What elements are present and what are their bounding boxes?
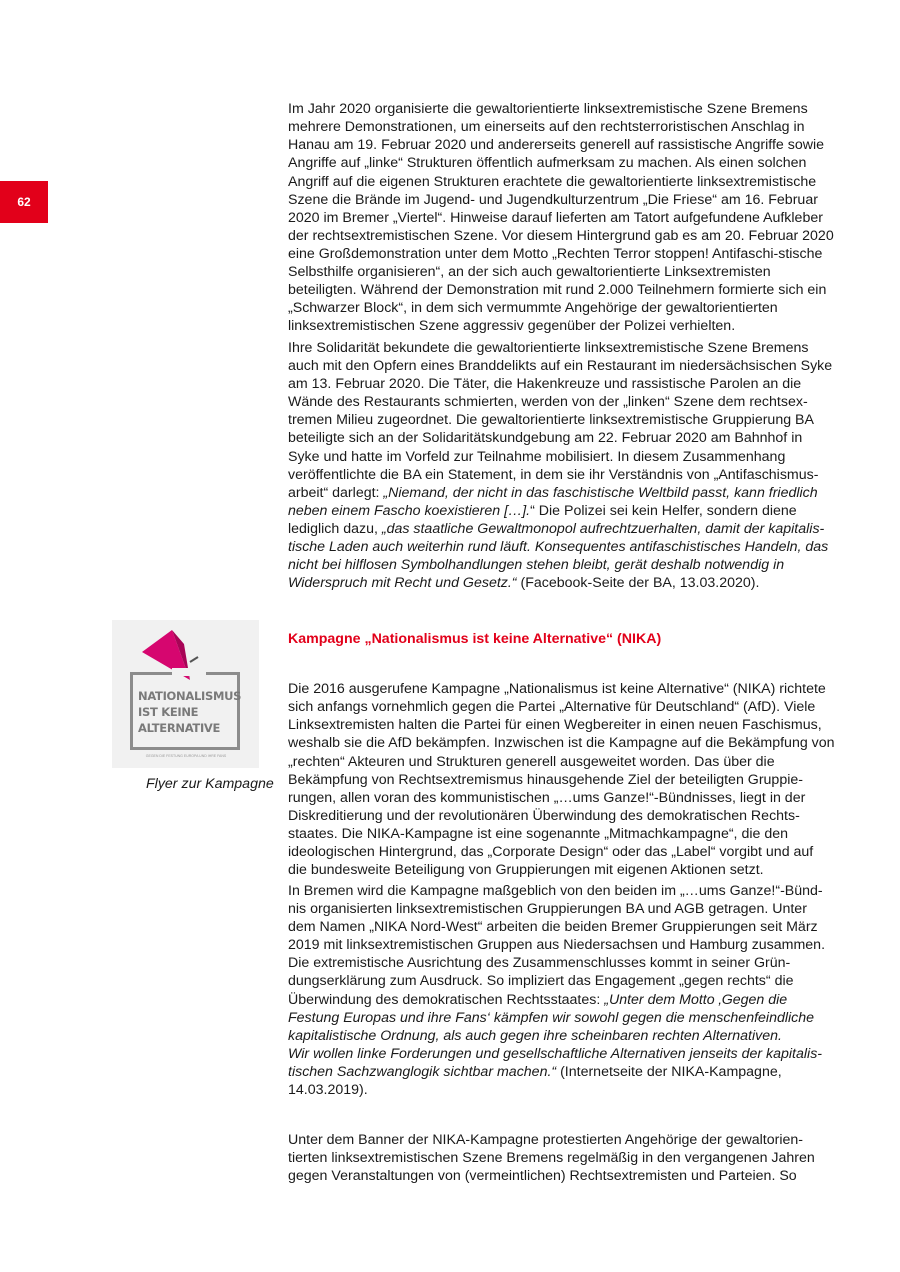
paragraph-1 — [288, 86, 836, 350]
paragraph-2-text-b: “ Die Polizei sei kein Helfer, sondern diene lediglich dazu, — [288, 502, 797, 537]
flyer-small-text: GEGEN DIE FESTUNG EUROPA UND IHRE FANS — [145, 754, 227, 758]
flyer-line-1: NATIONALISMUS — [138, 689, 242, 703]
quote-nika-1: „Unter dem Motto ‚Gegen die Festung Europas und ihre Fans‘ kämpfen wir sowohl gegen die menschenfeindliche kapitalistische Ordnung, als auch gegen ihre scheinbaren rechten Alternativen. — [288, 991, 815, 1044]
quote-ba-1: „Niemand, der nicht in das faschistische Weltbild passt, kann friedlich neben einem Fascho koexistieren […]. — [288, 484, 818, 519]
flyer-line-3: ALTERNATIVE — [138, 721, 221, 735]
paragraph-2-text-a: Ihre Solidarität bekundete die gewaltorientierte linksextremistische Szene Bremens auch mit den Opfern eines Branddelikts auf ein Restaurant im niedersächsischen Syke am 13. Februar 2020. Die Täter, die Hakenkreuze und rassistische Parolen an die Wände des Restaurants schmierten, werden von der „linken“ Szene dem rechtsex-tremen Milieu zugeordnet. Die gewaltorientierte linksextremistische Gruppierung BA beteiligte sich an der Solidaritätskundgebung am 22. Februar 2020 am Bahnhof in Syke und hatte im Vorfeld zur Teilnahme mobilisiert. In diesem Zusammenhang veröffentlichte die BA ein Statement, in dem sie ihr Verständnis von „Antifaschismus-arbeit“ darlegt: — [288, 340, 833, 501]
quote-nika-2: Wir wollen linke Forderungen und gesellschaftliche Alternativen jenseits der kapitalis-tischen Sachzwanglogik sichtbar machen.“ — [288, 1045, 823, 1080]
paragraph-4-source: (Internetseite der NIKA-Kampagne, 14.03.2019). — [288, 1063, 782, 1099]
paragraph-5-text: Unter dem Banner der NIKA-Kampagne protestierten Angehörige der gewaltorien-tierten linksextremistischen Szene Bremens regelmäßig in den vergangenen Jahren gegen Veranstaltungen von (vermeintlichen) Rechtsextremisten und Parteien. So — [288, 1132, 815, 1185]
paragraph-4-text: In Bremen wird die Kampagne maßgeblich von den beiden im „…ums Ganze!“-Bünd-nis organisierten linksextremistischen Gruppierungen BA und AGB getragen. Unter dem Namen „NIKA Nord-West“ arbeiten die beiden Bremer Gruppierungen seit März 2019 mit linksextremistischen Gruppen aus Niedersachsen und Hamburg zusammen. Die extremistische Ausrichtung des Zusammenschlusses kommt in seiner Grün-dungserklärung zum Ausdruck. So impliziert das Engagement „gegen rechts“ die Überwindung des demokratischen Rechtsstaates: — [288, 883, 826, 1008]
flyer-caption: Flyer zur Kampagne — [146, 776, 274, 792]
paragraph-1-text: Im Jahr 2020 organisierte die gewaltorientierte linksextremistische Szene Bremens mehrere Demonstrationen, um einerseits auf den rechtsterroristischen Anschlag in Hanau am 19. Februar 2020 und andererseits generell auf rassistische Angriffe sowie Angriffe auf „linke“ Strukturen öffentlich aufmerksam zu machen. Als einen solchen Angriff auf die eigenen Strukturen erachtete die gewaltorientierte linksextremistische Szene die Brände im Jugend- und Jugendkulturzentrum „Die Friese“ am 16. Februar 2020 im Bremer „Viertel“. Hinweise darauf lieferten am Tatort aufgefundene Aufkleber der rechtsextremistischen Szene. Vor diesem Hintergrund gab es am 20. Februar 2020 eine Großdemonstration unter dem Motto „Rechten Terror stoppen! Antifaschi-stische Selbsthilfe organisieren“, an der sich auch gewaltorientierte Linksextremisten beteiligten. Während der Demonstration mit rund 2.000 Teilnehmern formierte sich ein „Schwarzer Block“, in dem sich vermummte Angehörige der gewaltorientierten linksextremistischen Szene aggressiv gegenüber der Polizei verhielten. — [288, 101, 834, 335]
paragraph-3 — [288, 666, 836, 893]
paragraph-4 — [288, 882, 836, 1099]
paragraph-2 — [288, 339, 836, 592]
flyer-image — [112, 620, 259, 768]
flyer-slogan — [138, 688, 242, 736]
page-number: 62 — [17, 195, 31, 209]
paragraph-2-source: (Facebook-Seite der BA, 13.03.2020). — [516, 575, 760, 592]
paragraph-5 — [288, 1117, 836, 1200]
page-number-tab — [0, 181, 48, 223]
paragraph-3-text: Die 2016 ausgerufene Kampagne „Nationalismus ist keine Alternative“ (NIKA) richtete sich anfangs vornehmlich gegen die Partei „Alternative für Deutschland“ (AfD). Viele Linksextremisten halten die Partei für einen Wegbereiter in einen neuen Faschismus, weshalb sie die AfD bekämpfen. Inzwischen ist die Kampagne auf die Bekämpfung von „rechten“ Akteuren und Strukturen generell ausgeweitet worden. Das über die Bekämpfung von Rechtsextremismus hinausgehende Ziel der beteiligten Gruppie-rungen, allen voran des kommunistischen „…ums Ganze!“-Bündnisses, liegt in der Diskreditierung und der revolutionären Überwindung des demokratischen Rechts-staates. Die NIKA-Kampagne ist eine sogenannte „Mitmachkampagne“, die den ideologischen Hintergrund, das „Corporate Design“ oder das „Label“ vorgibt und auf die bundesweite Beteiligung von Gruppierungen mit eigenen Aktionen setzt. — [288, 681, 835, 879]
section-heading: Kampagne „Nationalismus ist keine Alternative“ (NIKA) — [288, 631, 662, 647]
flyer-line-2: IST KEINE — [138, 705, 199, 719]
quote-ba-2: „das staatliche Gewaltmonopol aufrechtzuerhalten, damit der kapitalis-tische Laden auch weiterhin rund läuft. Konsequentes antifaschistisches Handeln, das nicht bei hilflosen Symbolhandlungen stehen bleibt, gerät deshalb notwendig in Widerspruch mit Recht und Gesetz.“ — [288, 520, 829, 592]
